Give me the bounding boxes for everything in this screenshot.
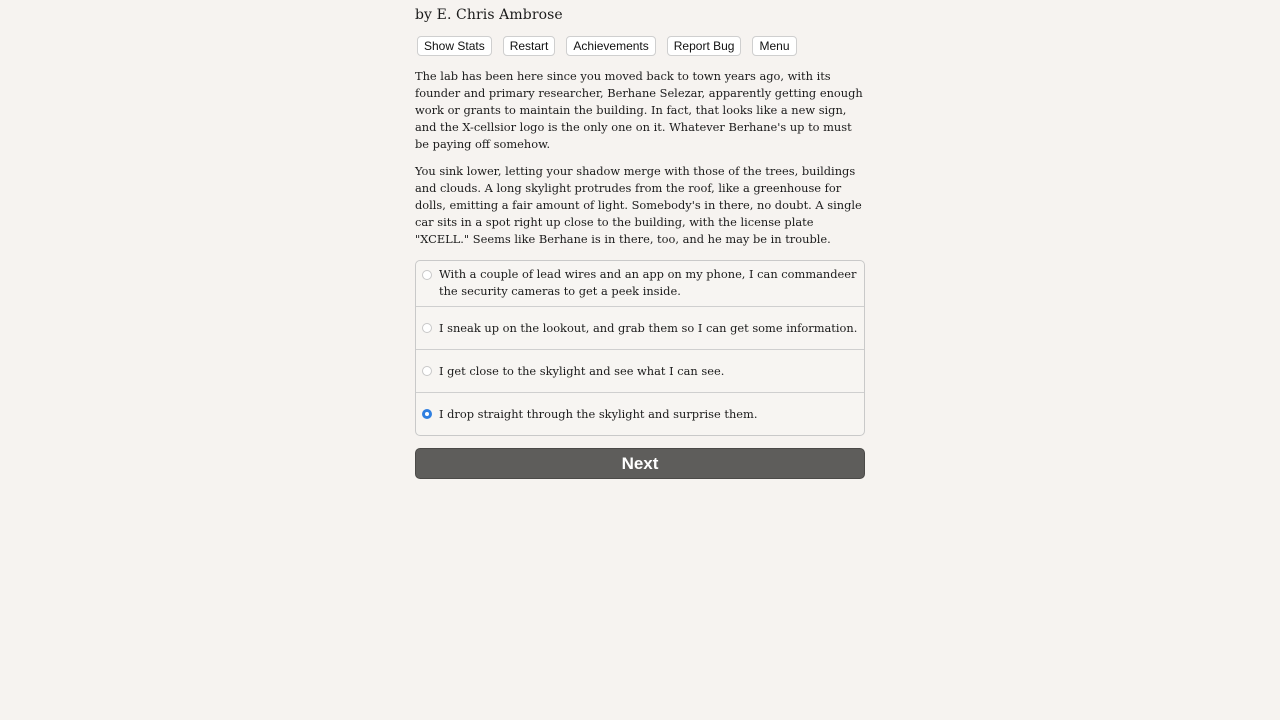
choice-label: I sneak up on the lookout, and grab them so I can get some information. [439, 320, 858, 335]
story-paragraph: You sink lower, letting your shadow merge with those of the trees, buildings and clouds. A long skylight protrudes from the roof, like a greenhouse for dolls, emitting a fair amount of light. Somebody's in there, no doubt. A single car sits in a spot right up close to the building, with the license plate "XCELL." Seems like Berhane is in there, too, and he may be in trouble. [415, 164, 862, 246]
show-stats-button[interactable]: Show Stats [417, 36, 492, 56]
choice-option-skylight-drop[interactable] [416, 392, 864, 435]
choice-label: With a couple of lead wires and an app on my phone, I can commandeer the security cameras to get a peek inside. [439, 267, 857, 298]
radio-button[interactable] [422, 323, 432, 333]
menu-button[interactable]: Menu [752, 36, 796, 56]
toolbar [415, 36, 865, 56]
report-bug-button[interactable]: Report Bug [667, 36, 742, 56]
story-text [415, 68, 865, 248]
choice-option-skylight-look[interactable] [416, 349, 864, 392]
story-paragraph: The lab has been here since you moved back to town years ago, with its founder and primary researcher, Berhane Selezar, apparently getting enough work or grants to maintain the building. In fact, that looks like a new sign, and the X-cellsior logo is the only one on it. Whatever Berhane's up to must be paying off somehow. [415, 69, 863, 151]
choice-label: I drop straight through the skylight and surprise them. [439, 406, 758, 421]
achievements-button[interactable]: Achievements [566, 36, 655, 56]
radio-button[interactable] [422, 270, 432, 280]
choice-label: I get close to the skylight and see what I can see. [439, 363, 725, 378]
choice-option-cameras[interactable] [416, 261, 864, 306]
next-button[interactable]: Next [415, 448, 865, 479]
game-page [415, 0, 865, 479]
radio-button[interactable] [422, 366, 432, 376]
choice-list [415, 260, 865, 436]
choice-option-lookout[interactable] [416, 306, 864, 349]
restart-button[interactable]: Restart [503, 36, 556, 56]
author-byline: by E. Chris Ambrose [415, 7, 563, 23]
radio-button-selected[interactable] [422, 409, 432, 419]
